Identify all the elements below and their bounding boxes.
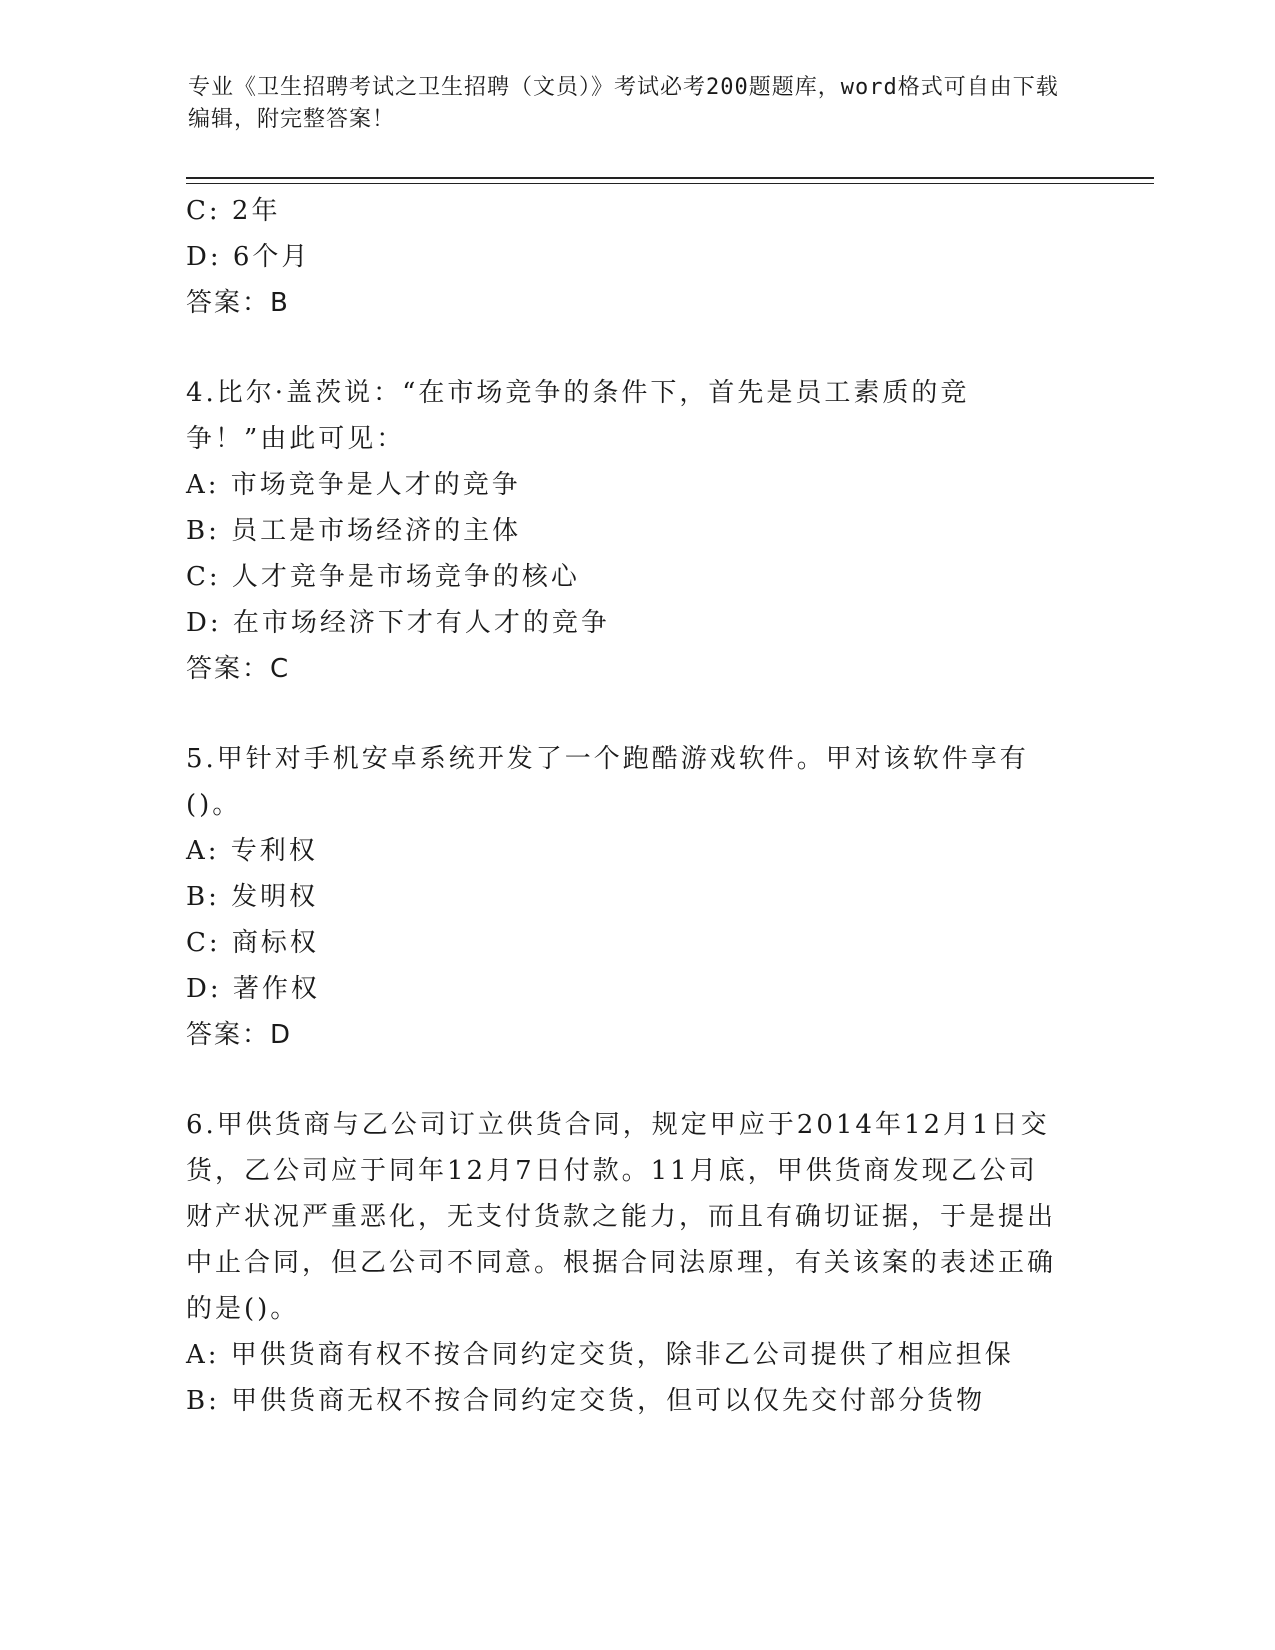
- option-b: B: 发明权: [186, 882, 319, 912]
- answer: 答案：C: [186, 654, 291, 684]
- question-stem: 5.甲针对手机安卓系统开发了一个跑酷游戏软件。甲对该软件享有()。: [186, 744, 1029, 820]
- question-4: [186, 370, 1086, 692]
- option-c: C: 人才竞争是市场竞争的核心: [186, 562, 580, 592]
- answer: 答案：B: [186, 288, 290, 318]
- question-stem: 6.甲供货商与乙公司订立供货合同，规定甲应于2014年12月1日交货，乙公司应于同年12月7日付款。11月底，甲供货商发现乙公司财产状况严重恶化，无支付货款之能力，而且有确切证据，于是提出中止合同，但乙公司不同意。根据合同法原理，有关该案的表述正确的是()。: [186, 1110, 1057, 1324]
- option-a: A: 甲供货商有权不按合同约定交货，除非乙公司提供了相应担保: [186, 1340, 1014, 1370]
- question-3: [186, 188, 1086, 326]
- option-a: A: 市场竞争是人才的竞争: [186, 470, 521, 500]
- option-b: B: 甲供货商无权不按合同约定交货，但可以仅先交付部分货物: [186, 1386, 986, 1416]
- option-c: C: 2年: [186, 196, 281, 226]
- option-c: C: 商标权: [186, 928, 319, 958]
- question-list: [186, 188, 1086, 1424]
- document-header: 专业《卫生招聘考试之卫生招聘（文员）》考试必考200题题库，word格式可自由下载编辑，附完整答案！: [188, 75, 1059, 132]
- question-5: [186, 736, 1086, 1058]
- option-a: A: 专利权: [186, 836, 318, 866]
- option-b: B: 员工是市场经济的主体: [186, 516, 522, 546]
- answer: 答案：D: [186, 1020, 293, 1050]
- header-divider-thin: [186, 183, 1154, 184]
- header-divider-thick: [186, 177, 1154, 179]
- question-6: [186, 1102, 1086, 1424]
- option-d: D: 6个月: [186, 242, 311, 272]
- question-stem: 4.比尔·盖茨说：“在市场竞争的条件下，首先是员工素质的竞争！”由此可见：: [186, 378, 970, 454]
- option-d: D: 著作权: [186, 974, 320, 1004]
- option-d: D: 在市场经济下才有人才的竞争: [186, 608, 610, 638]
